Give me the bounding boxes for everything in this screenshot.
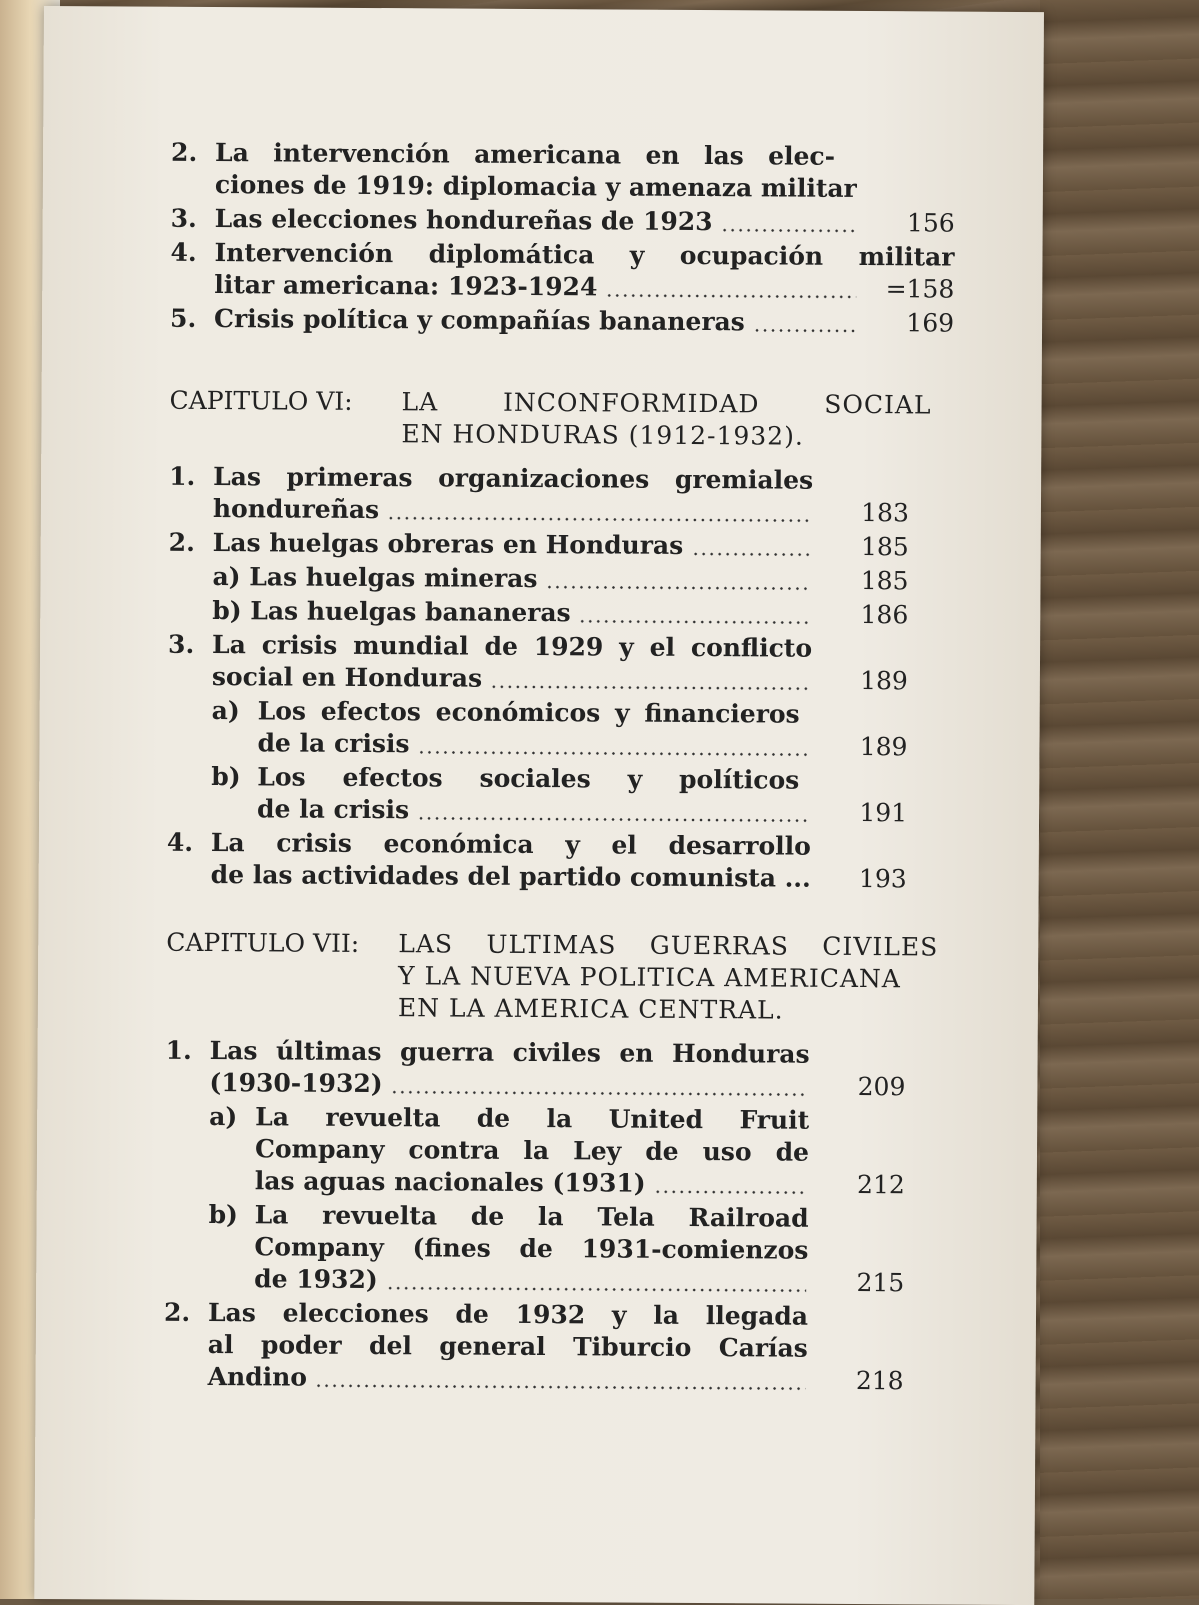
page-number: 189 bbox=[860, 665, 908, 696]
entry-text: Las huelgas obreras en Honduras bbox=[212, 528, 684, 560]
dot-leader bbox=[654, 1190, 807, 1195]
entry-text: Las elecciones de 1932 y la llegada bbox=[207, 1298, 809, 1331]
dot-leader bbox=[490, 685, 810, 691]
toc-entry-7-1 bbox=[165, 1035, 965, 1104]
entry-text: La intervención americana en las elec- bbox=[215, 138, 836, 171]
page-number: 185 bbox=[860, 532, 909, 562]
entry-text: La revuelta de la Tela Railroad bbox=[254, 1200, 809, 1233]
toc-entry-7-1a bbox=[209, 1101, 966, 1202]
dot-leader bbox=[391, 1090, 808, 1097]
toc-entry-6-3b bbox=[211, 761, 967, 830]
entry-text: las aguas nacionales (1931) bbox=[254, 1166, 646, 1198]
entry-text: La revuelta de la United Fruit bbox=[255, 1102, 810, 1135]
toc-entry-6-2 bbox=[169, 527, 969, 564]
page-number: =158 bbox=[885, 274, 955, 304]
dot-leader bbox=[417, 816, 809, 822]
dot-leader bbox=[386, 1286, 807, 1293]
toc-entry-6-2a bbox=[212, 561, 968, 598]
chapter-title: EN HONDURAS (1912-1932). bbox=[401, 419, 804, 451]
book-page bbox=[34, 6, 1044, 1605]
dot-leader bbox=[315, 1384, 806, 1391]
toc-entry-6-3a bbox=[211, 695, 967, 764]
page-number: 218 bbox=[855, 1365, 904, 1396]
dot-leader bbox=[545, 585, 810, 591]
table-surface bbox=[1040, 0, 1199, 1599]
dot-leader bbox=[579, 619, 811, 624]
entry-number: 2. bbox=[168, 527, 195, 557]
page-number: 183 bbox=[861, 498, 910, 528]
page-number: 193 bbox=[858, 863, 907, 894]
entry-text: (1930-1932) bbox=[209, 1068, 383, 1099]
toc-entry-6-2b bbox=[212, 595, 968, 632]
dot-leader bbox=[691, 552, 811, 557]
dot-leader bbox=[721, 228, 857, 233]
entry-text: Andino bbox=[207, 1362, 308, 1392]
entry-text: litar americana: 1923-1924 bbox=[214, 270, 598, 302]
page-number: 209 bbox=[857, 1071, 906, 1102]
page-number: 189 bbox=[859, 731, 908, 762]
page-number: 191 bbox=[859, 797, 908, 828]
entry-number: 4. bbox=[170, 237, 197, 267]
entry-text: Los efectos económicos y financieros bbox=[257, 696, 800, 729]
entry-text: Company (fines de 1931-comienzos bbox=[254, 1232, 809, 1265]
entry-text: de las actividades del partido comunista ... bbox=[210, 860, 811, 893]
toc-entry-5-3 bbox=[171, 203, 971, 240]
entry-number: 3. bbox=[168, 629, 195, 659]
dot-leader bbox=[753, 328, 856, 333]
page-number: 169 bbox=[906, 308, 955, 338]
entry-text: hondureñas bbox=[212, 494, 380, 525]
entry-text: Crisis política y compañías bananeras bbox=[214, 304, 745, 337]
entry-text: Las primeras organizaciones gremiales bbox=[213, 462, 814, 495]
entry-text: de la crisis bbox=[257, 728, 410, 759]
chapter-title: Y LA NUEVA POLITICA AMERICANA bbox=[397, 961, 901, 994]
page-number: 212 bbox=[857, 1169, 905, 1200]
table-of-contents bbox=[164, 137, 972, 1400]
chapter-heading-7 bbox=[166, 927, 967, 1028]
toc-entry-5-2 bbox=[171, 137, 971, 206]
entry-text: a) Las huelgas mineras bbox=[212, 562, 538, 594]
toc-entry-5-5 bbox=[170, 303, 970, 340]
dot-leader bbox=[417, 750, 809, 756]
entry-text: Company contra la Ley de uso de bbox=[254, 1134, 810, 1167]
chapter-title: LA INCONFORMIDAD SOCIAL bbox=[401, 387, 932, 420]
entry-text: Las últimas guerra civiles en Honduras bbox=[209, 1036, 810, 1069]
chapter-title: EN LA AMERICA CENTRAL. bbox=[397, 993, 784, 1025]
entry-text: Intervención diplomática y ocupación militar bbox=[214, 238, 955, 272]
toc-entry-6-4 bbox=[167, 827, 967, 896]
entry-text: Las elecciones hondureñas de 1923 bbox=[214, 204, 713, 237]
entry-text: social en Honduras bbox=[211, 662, 483, 693]
entry-number: 5. bbox=[170, 303, 197, 333]
entry-text: La crisis mundial de 1929 y el conflicto bbox=[212, 630, 813, 663]
entry-text: de 1932) bbox=[254, 1264, 378, 1295]
entry-text: de la crisis bbox=[257, 794, 410, 825]
entry-text: ciones de 1919: diplomacia y amenaza militar bbox=[214, 170, 857, 203]
entry-number: a) bbox=[209, 1102, 238, 1132]
chapter-label: CAPITULO VII: bbox=[166, 927, 360, 958]
toc-entry-6-3 bbox=[168, 629, 968, 698]
dot-leader bbox=[605, 293, 856, 299]
chapter-title: LAS ULTIMAS GUERRAS CIVILES bbox=[398, 929, 939, 962]
page-number: 215 bbox=[856, 1267, 905, 1298]
toc-entry-6-1 bbox=[169, 461, 969, 530]
dot-leader bbox=[387, 516, 811, 523]
entry-number: b) bbox=[208, 1200, 239, 1230]
entry-number: 4. bbox=[166, 827, 194, 857]
toc-entry-5-4 bbox=[170, 237, 970, 306]
toc-entry-7-2 bbox=[164, 1297, 965, 1398]
entry-text: La crisis económica y el desarrollo bbox=[210, 828, 811, 861]
entry-number: 1. bbox=[169, 461, 196, 491]
chapter-label: CAPITULO VI: bbox=[169, 385, 353, 416]
toc-entry-7-1b bbox=[208, 1199, 965, 1300]
entry-text: b) Las huelgas bananeras bbox=[212, 596, 571, 628]
entry-text: al poder del general Tiburcio Carías bbox=[207, 1330, 808, 1363]
entry-number: b) bbox=[211, 762, 241, 792]
entry-number: 1. bbox=[165, 1035, 192, 1065]
page-number: 156 bbox=[906, 208, 955, 238]
entry-text: Los efectos sociales y políticos bbox=[257, 762, 800, 795]
entry-number: 3. bbox=[170, 203, 197, 233]
entry-number: 2. bbox=[163, 1297, 191, 1327]
entry-number: 2. bbox=[171, 137, 198, 167]
page-number: 185 bbox=[860, 566, 909, 596]
chapter-heading-6 bbox=[169, 385, 969, 454]
page-number: 186 bbox=[860, 599, 909, 630]
entry-number: a) bbox=[211, 696, 240, 726]
